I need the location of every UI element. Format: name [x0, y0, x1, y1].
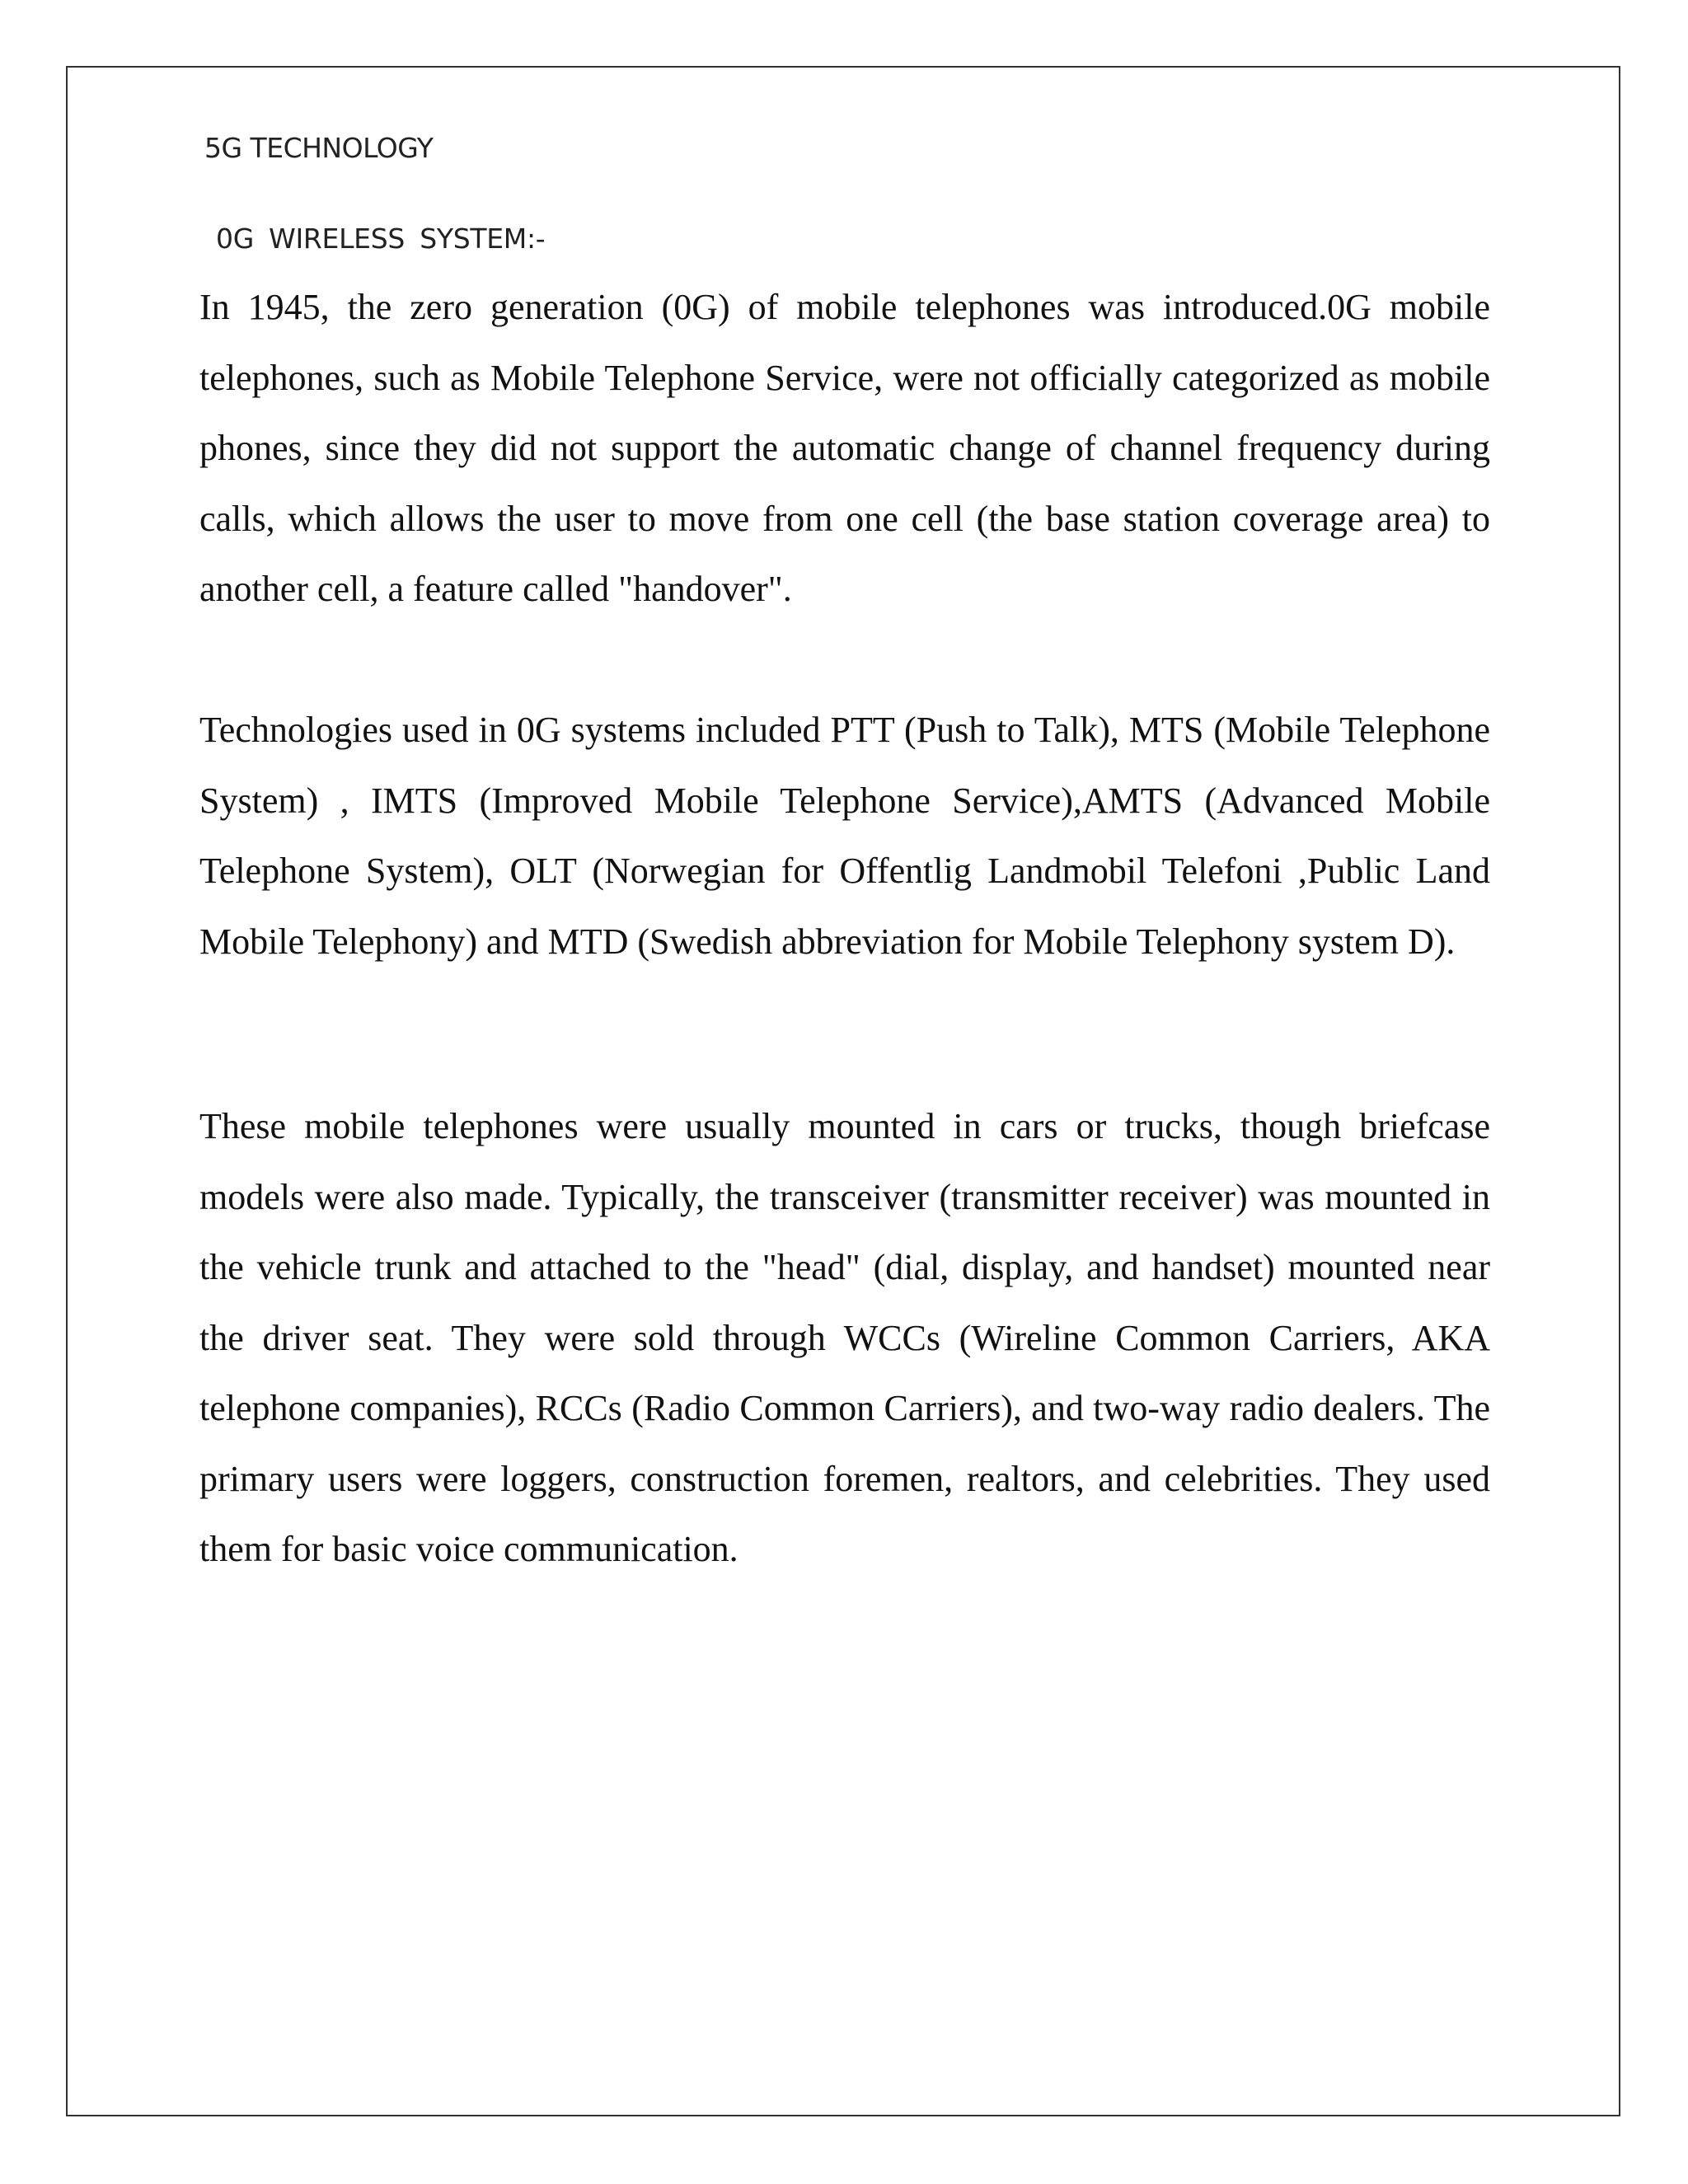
paragraph-0g-introduction: In 1945, the zero generation (0G) of mobile telephones was introduced.0G mobile telephones, such as Mobile Telephone Service, were not officially categorized as mobile phones, since they did not support the automatic change of channel frequency during calls, which allows the user to move from one cell (the base station coverage area) to another cell, a feature called "handover".	[199, 287, 1490, 609]
paragraph-0g-technologies: Technologies used in 0G systems included PTT (Push to Talk), MTS (Mobile Telephone System) , IMTS (Improved Mobile Telephone Service),AMTS (Advanced Mobile Telephone System), OLT (Norwegian for Offentlig Landmobil Telefoni ,Public Land Mobile Telephony) and MTD (Swedish abbreviation for Mobile Telephony system D).	[199, 710, 1490, 962]
document-title: 5G TECHNOLOGY	[204, 132, 434, 164]
section-heading: 0G WIRELESS SYSTEM:-	[216, 223, 546, 255]
paragraph-0g-usage: These mobile telephones were usually mounted in cars or trucks, though briefcase models were also made. Typically, the transceiver (transmitter receiver) was mounted in the vehicle trunk and attached to the "head" (dial, display, and handset) mounted near the driver seat. They were sold through WCCs (Wireline Common Carriers, AKA telephone companies), RCCs (Radio Common Carriers), and two-way radio dealers. The primary users were loggers, construction foremen, realtors, and celebrities. They used them for basic voice communication.	[199, 1106, 1490, 1569]
